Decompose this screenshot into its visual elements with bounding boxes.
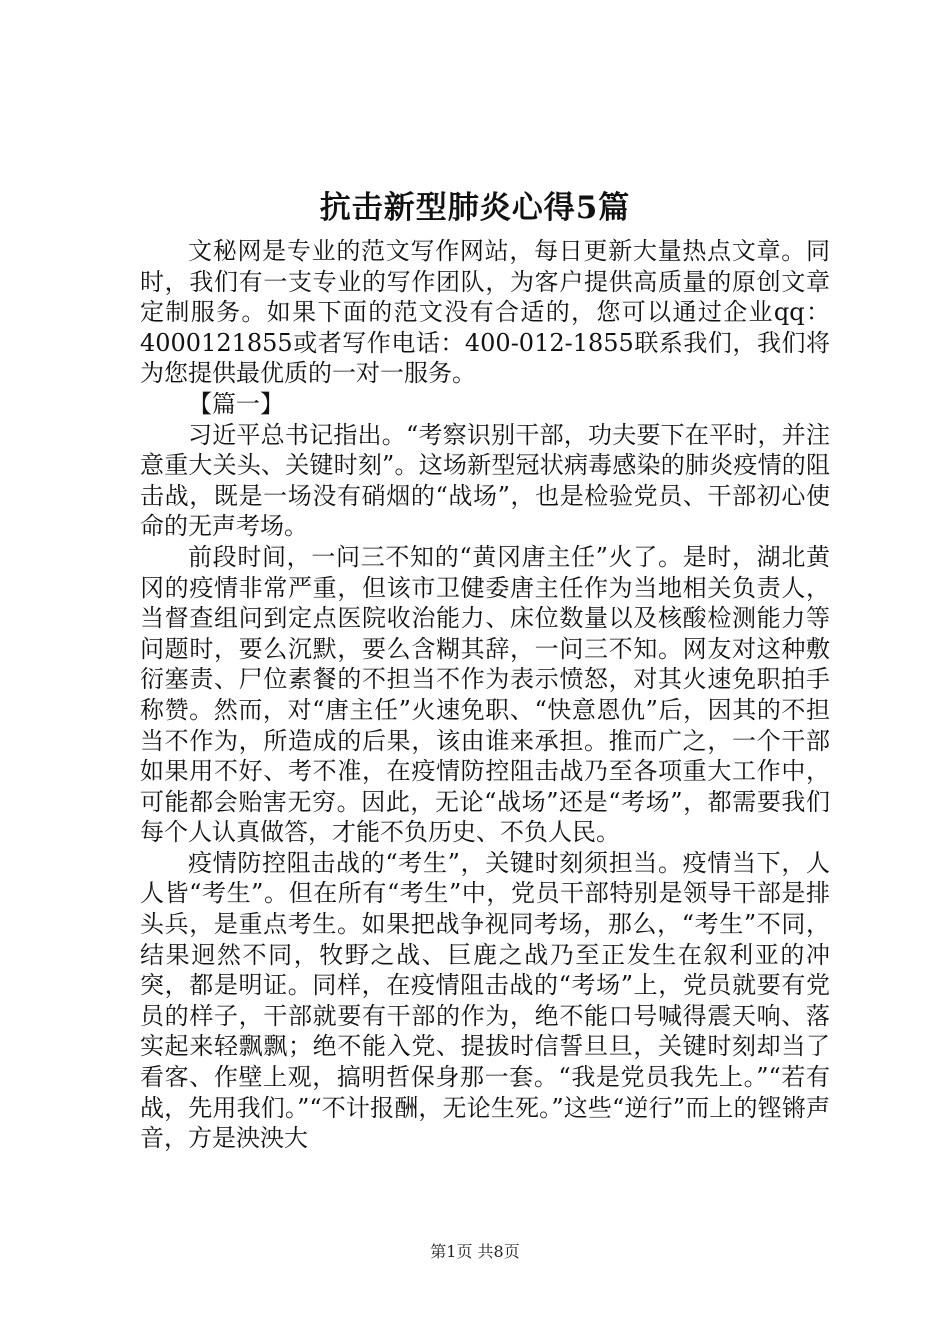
body-paragraph: 习近平总书记指出。“考察识别干部，功夫要下在平时，并注意重大关头、关键时刻”。这场新型冠状病毒感染的肺炎疫情的阻击战，既是一场没有硝烟的“战场”，也是检验党员、干部初心使命的无声考场。 (140, 420, 830, 541)
document-body (140, 236, 830, 1154)
page-number-footer: 第1页 共8页 (430, 1242, 520, 1261)
intro-paragraph: 文秘网是专业的范文写作网站，每日更新大量热点文章。同时，我们有一支专业的写作团队，为客户提供高质量的原创文章定制服务。如果下面的范文没有合适的，您可以通过企业qq：4000121855或者写作电话：400-012-1855联系我们，我们将为您提供最优质的一对一服务。 (140, 237, 830, 388)
document-title: 抗击新型肺炎心得5篇 (319, 190, 631, 226)
section-heading: 【篇一】 (188, 389, 284, 418)
body-paragraph: 前段时间，一问三不知的“黄冈唐主任”火了。是时，湖北黄冈的疫情非常严重，但该市卫健委唐主任作为当地相关负责人，当督查组问到定点医院收治能力、床位数量以及核酸检测能力等问题时，要么沉默，要么含糊其辞，一问三不知。网友对这种敷衍塞责、尸位素餐的不担当不作为表示愤怒，对其火速免职拍手称赞。然而，对“唐主任”火速免职、“快意恩仇”后，因其的不担当不作为，所造成的后果，该由谁来承担。推而广之，一个干部如果用不好、考不准，在疫情防控阻击战乃至各项重大工作中，可能都会贻害无穷。因此，无论“战场”还是“考场”，都需要我们每个人认真做答，才能不负历史、不负人民。 (140, 542, 830, 847)
body-paragraph: 疫情防控阻击战的“考生”，关键时刻须担当。疫情当下，人人皆“考生”。但在所有“考生”中，党员干部特别是领导干部是排头兵，是重点考生。如果把战争视同考场，那么，“考生”不同，结果迥然不同，牧野之战、巨鹿之战乃至正发生在叙利亚的冲突，都是明证。同样，在疫情阻击战的“考场”上，党员就要有党员的样子，干部就要有干部的作为，绝不能口号喊得震天响、落实起来轻飘飘；绝不能入党、提拔时信誓旦旦，关键时刻却当了看客、作壁上观，搞明哲保身那一套。“我是党员我先上。”“若有战，先用我们。”“不计报酬，无论生死。”这些“逆行”而上的铿锵声音，方是泱泱大 (140, 848, 830, 1153)
